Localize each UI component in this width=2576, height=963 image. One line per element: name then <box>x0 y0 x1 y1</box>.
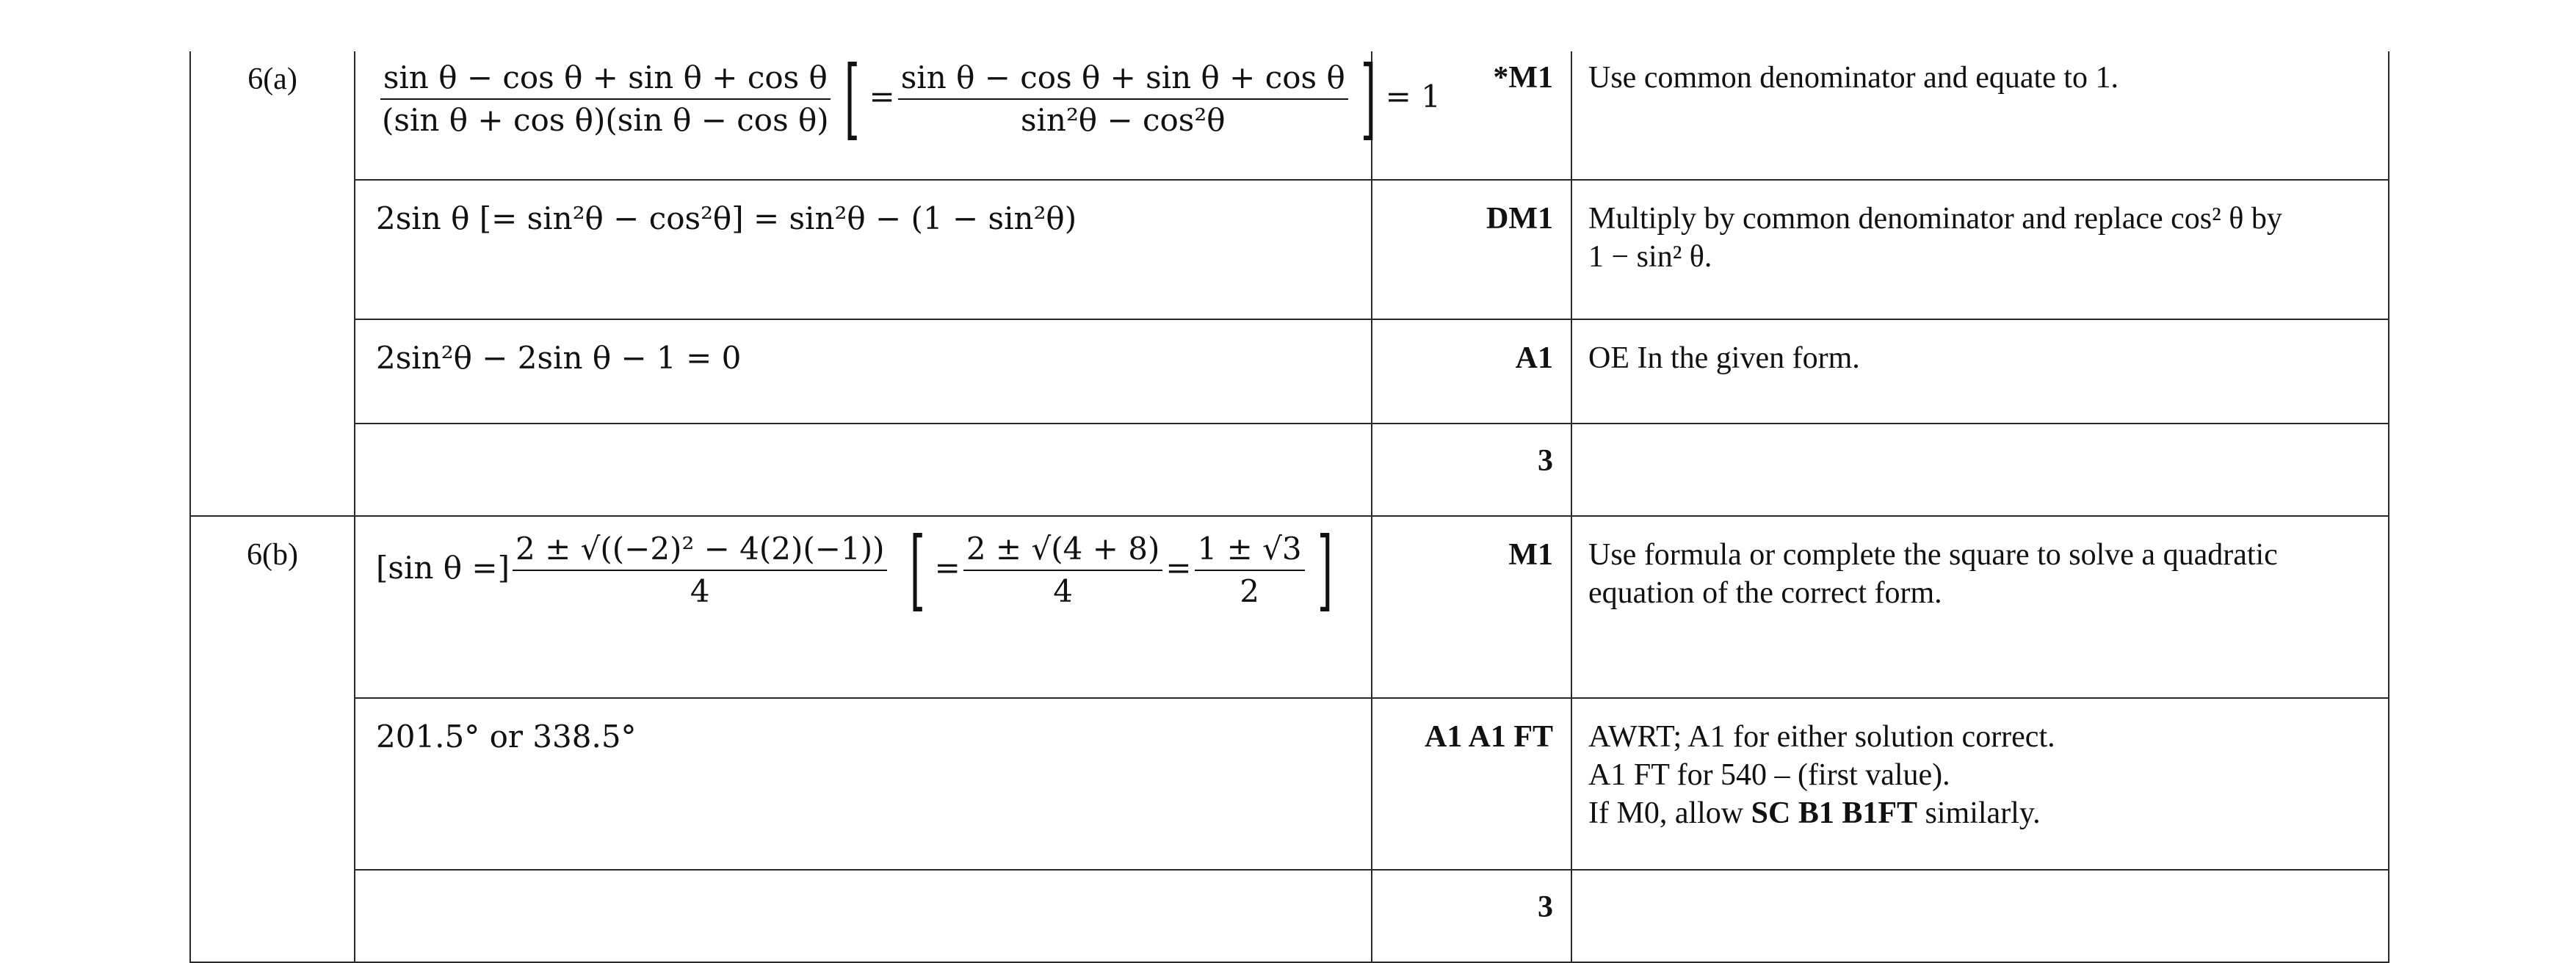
answer-cell-empty <box>355 424 1372 516</box>
table-row <box>190 698 2389 870</box>
guidance-cell-empty <box>1571 424 2389 516</box>
right-hand-side: = 1 <box>1385 79 1441 115</box>
guidance-line: 1 − sin² θ. <box>1588 240 1712 274</box>
guidance-text: similarly. <box>1917 796 2041 830</box>
answer-expression: 2sin²θ − 2sin θ − 1 = 0 <box>376 340 742 376</box>
question-number: 6(b) <box>190 516 355 962</box>
fraction-numerator: sin θ − cos θ + sin θ + cos θ <box>898 60 1348 100</box>
total-marks: 3 <box>1372 424 1571 516</box>
mark-cell: M1 <box>1372 516 1571 698</box>
guidance-line: AWRT; A1 for either solution correct. <box>1588 720 2055 754</box>
guidance-line <box>1588 794 2372 832</box>
fraction <box>963 531 1162 609</box>
answer-cell <box>355 319 1372 424</box>
answer-expression: 2sin θ [= sin²θ − cos²θ] = sin²θ − (1 − sin²θ) <box>376 200 1077 236</box>
guidance-cell-empty <box>1571 870 2389 962</box>
fraction-denominator: sin²θ − cos²θ <box>1020 102 1226 138</box>
table-row <box>190 319 2389 424</box>
fraction-denominator: (sin θ + cos θ)(sin θ − cos θ) <box>382 102 829 138</box>
table-row <box>190 51 2389 180</box>
fraction <box>898 60 1348 138</box>
answer-cell <box>355 48 1441 180</box>
answer-expression <box>376 48 1441 150</box>
right-bracket: ] <box>1360 48 1376 150</box>
guidance-cell: OE In the given form. <box>1571 319 2389 424</box>
fraction-denominator: 4 <box>690 573 710 609</box>
left-hand-side: [sin θ =] <box>376 550 510 586</box>
equals-sign: = <box>1165 550 1192 586</box>
left-bracket: [ <box>844 48 860 150</box>
equals-sign: = <box>934 550 960 586</box>
fraction <box>379 60 832 138</box>
fraction <box>1195 531 1305 609</box>
mark-cell: DM1 <box>1372 180 1571 319</box>
mark-cell: *M1 <box>1372 51 1571 180</box>
special-case-marks: SC B1 B1FT <box>1751 796 1918 830</box>
guidance-cell: Use common denominator and equate to 1. <box>1571 51 2389 180</box>
fraction <box>513 531 887 609</box>
fraction-numerator: 2 ± √(4 + 8) <box>963 531 1162 571</box>
guidance-line: Multiply by common denominator and replace cos² θ by <box>1588 202 2282 236</box>
fraction-numerator: 1 ± √3 <box>1195 531 1305 571</box>
table-row <box>190 516 2389 698</box>
answer-cell <box>355 180 1372 319</box>
total-marks: 3 <box>1372 870 1571 962</box>
fraction-numerator: 2 ± √((−2)² − 4(2)(−1)) <box>513 531 887 571</box>
guidance-line: A1 FT for 540 – (first value). <box>1588 758 1950 792</box>
answer-cell <box>355 516 1372 698</box>
fraction-denominator: 2 <box>1240 573 1259 609</box>
left-bracket: [ <box>909 519 925 621</box>
answer-cell <box>355 698 1372 870</box>
equals-sign: = <box>869 79 895 115</box>
mark-cell: A1 <box>1372 319 1571 424</box>
question-number: 6(a) <box>190 51 355 516</box>
mark-cell: A1 A1 FT <box>1372 698 1571 870</box>
answer-expression: 201.5° or 338.5° <box>376 719 637 755</box>
guidance-text: If M0, allow <box>1588 796 1751 830</box>
fraction-numerator: sin θ − cos θ + sin θ + cos θ <box>380 60 831 100</box>
table-row <box>190 180 2389 319</box>
right-bracket: ] <box>1317 519 1333 621</box>
guidance-cell: Use formula or complete the square to solve a quadratic equation of the correct form. <box>1571 516 2389 698</box>
guidance-cell <box>1571 698 2389 870</box>
guidance-cell <box>1571 180 2389 319</box>
mark-scheme-table <box>189 48 2389 963</box>
table-row <box>190 870 2389 962</box>
answer-cell-empty <box>355 870 1372 962</box>
fraction-denominator: 4 <box>1053 573 1073 609</box>
table-row <box>190 424 2389 516</box>
